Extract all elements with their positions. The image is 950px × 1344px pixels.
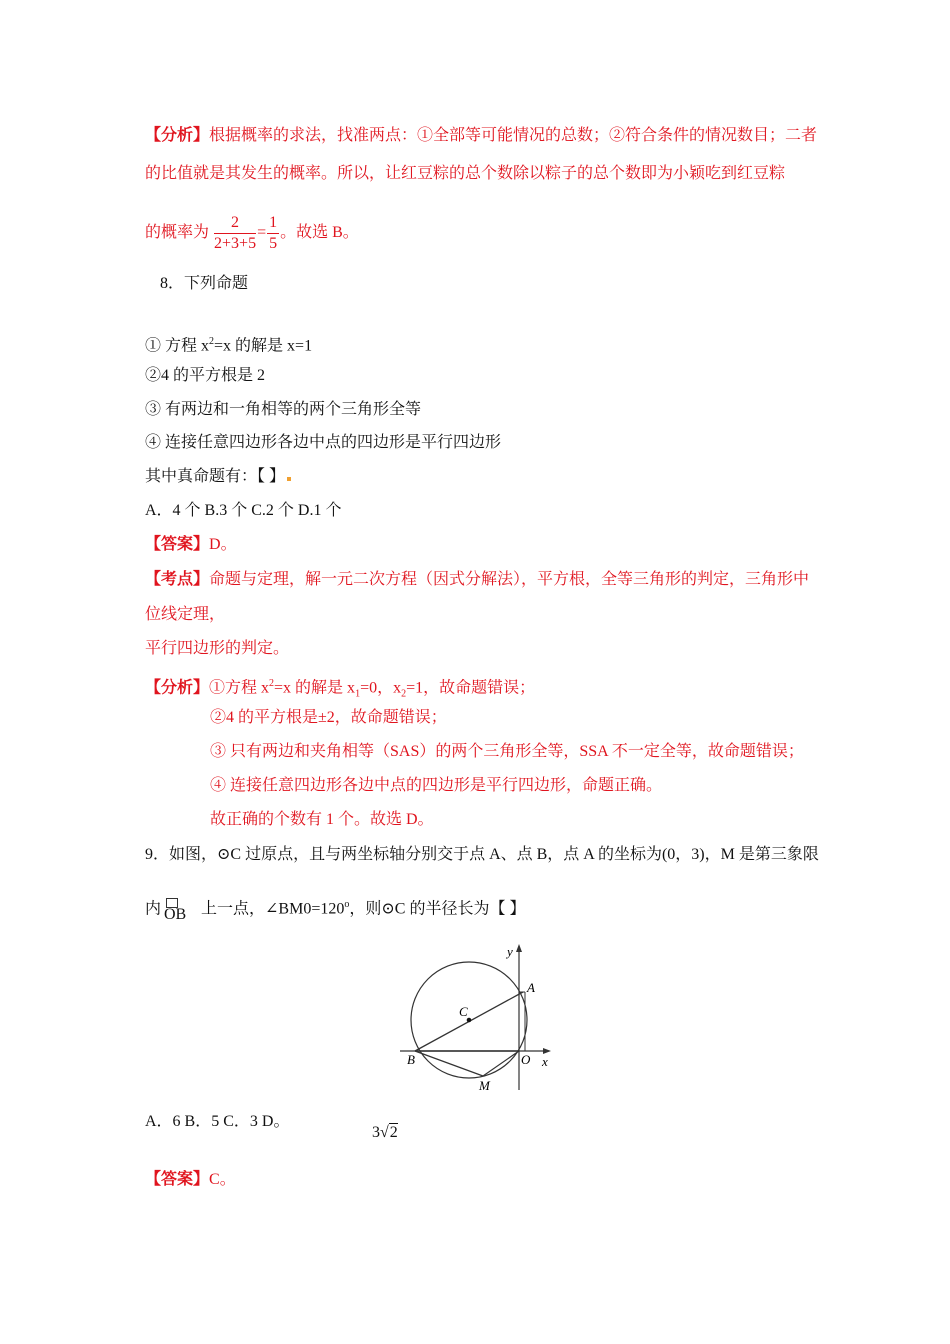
q8-analysis-line-2: ②4 的平方根是±2，故命题错误； bbox=[210, 709, 447, 726]
q8-kaodian-line-2: 位线定理， bbox=[145, 606, 226, 623]
q8-title: 8．下列命题 bbox=[160, 275, 249, 292]
label-c: C bbox=[459, 1004, 468, 1019]
q8-kaodian-line-3: 平行四边形的判定。 bbox=[145, 640, 290, 657]
q9-answer: 【答案】C。 bbox=[145, 1171, 236, 1188]
q8-analysis-line-4: ④ 连接任意四边形各边中点的四边形是平行四边形，命题正确。 bbox=[210, 777, 663, 794]
q9-line-2: 内 上一点，$\angle BM0=120^o$，则⊙C 的半径长为【 】 bbox=[145, 899, 526, 918]
q8-prompt: 其中真命题有：【 】 bbox=[145, 467, 291, 487]
arc-ob-label: OB bbox=[164, 906, 187, 923]
sqrt-symbol: √ bbox=[380, 1124, 389, 1141]
label-x: x bbox=[542, 1054, 548, 1069]
q9-line-1: 9．如图，⊙C 过原点，且与两坐标轴分别交于点 A、点 B，点 A 的坐标为(0，3)，M 是第三象限 bbox=[145, 846, 819, 863]
circle-coordinate-figure bbox=[395, 940, 565, 1095]
label-o: O bbox=[521, 1052, 531, 1067]
q8-kaodian-line-1: 【考点】命题与定理，解一元二次方程（因式分解法），平方根，全等三角形的判定，三角形中 bbox=[145, 571, 810, 588]
fraction-2-over-sum: $\frac{2}{2+3+5}$ bbox=[214, 214, 257, 252]
analysis-line-1: 【分析】根据概率的求法，找准两点：①全部等可能情况的总数；②符合条件的情况数目；二者 bbox=[145, 127, 818, 144]
q8-analysis-line-5: 故正确的个数有 1 个。故选 D。 bbox=[210, 811, 434, 828]
segment-mo bbox=[483, 1051, 519, 1076]
fraction-1-over-5: $\frac{1}{5}$ bbox=[269, 214, 278, 252]
label-a: A bbox=[527, 980, 535, 995]
analysis-line-2: 的比值就是其发生的概率。所以，让红豆粽的总个数除以粽子的总个数即为小颖吃到红豆粽 bbox=[145, 165, 786, 182]
analysis-line-3: 的概率为 $\frac{2}{2+3+5}$ = $\frac{1}{5}$ 。故选 B。 bbox=[145, 214, 359, 252]
sqrt-expression: 3√2 bbox=[372, 1124, 398, 1141]
q8-answer: 【答案】D。 bbox=[145, 536, 237, 553]
q8-item-2: ②4 的平方根是 2 bbox=[145, 367, 266, 384]
q8-item-3: ③ 有两边和一角相等的两个三角形全等 bbox=[145, 401, 422, 418]
segment-bm bbox=[415, 1051, 483, 1076]
q8-analysis-line-3: ③ 只有两边和夹角相等（SAS）的两个三角形全等，SSA 不一定全等，故命题错误； bbox=[210, 743, 804, 760]
q9-options: A．6 B．5 C．3 D。 bbox=[145, 1113, 290, 1130]
q8-item-4: ④ 连接任意四边形各边中点的四边形是平行四边形 bbox=[145, 434, 502, 451]
label-m: M bbox=[479, 1078, 490, 1093]
analysis-tag: 【分析】 bbox=[145, 127, 210, 144]
q8-item-1: ① 方程 $x^2=x$ 的解是 x=1 bbox=[145, 336, 313, 355]
label-y: y bbox=[507, 944, 513, 959]
q8-options: A．4 个 B.3 个 C.2 个 D.1 个 bbox=[145, 502, 342, 519]
label-b: B bbox=[407, 1052, 415, 1067]
q8-analysis-line-1: 【分析】①方程 $x^2=x$ 的解是 $x_1=0$，$x_2=1$，故命题错误； bbox=[145, 678, 536, 700]
orange-dot-mark bbox=[287, 477, 291, 481]
y-axis-arrow bbox=[516, 944, 522, 952]
